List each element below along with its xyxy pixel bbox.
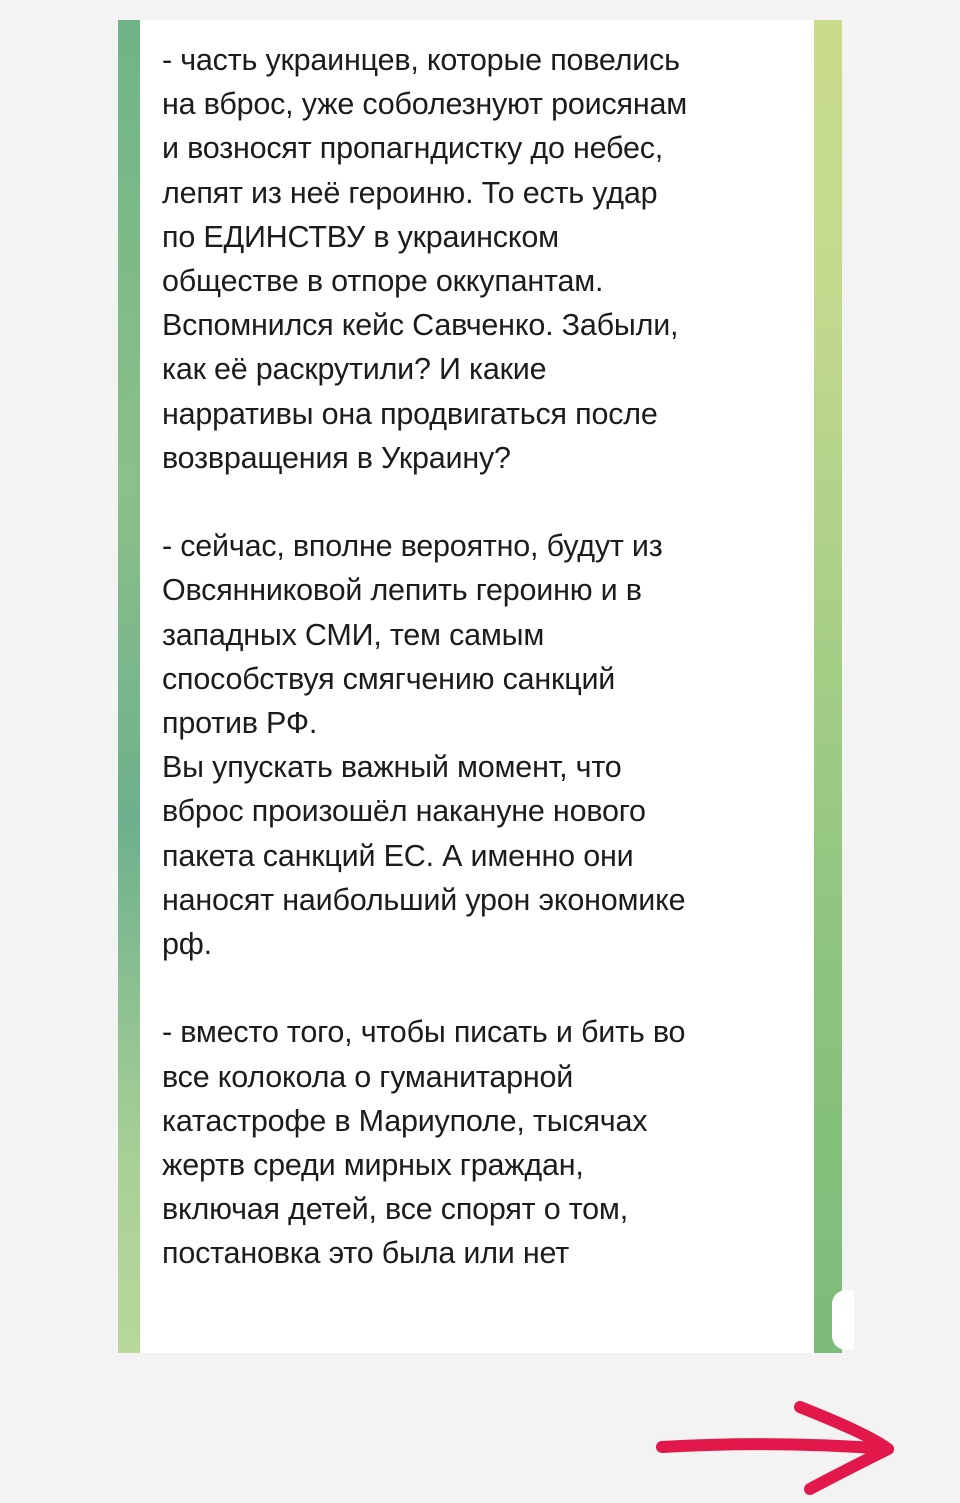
- chat-wallpaper-left: [118, 20, 140, 1353]
- text-line: нарративы она продвигаться после: [162, 396, 658, 431]
- text-line: жертв среди мирных граждан,: [162, 1148, 584, 1183]
- text-line: Овсянниковой лепить героиню и в: [162, 573, 642, 608]
- text-line: возвращения в Украину?: [162, 440, 511, 475]
- text-line: пакета санкций ЕС. А именно они: [162, 838, 634, 873]
- text-line: - вместо того, чтобы писать и бить во: [162, 1015, 686, 1050]
- paragraph-gap: [162, 480, 802, 524]
- text-line: на вброс, уже соболезнуют роисянам: [162, 87, 687, 122]
- text-line: - часть украинцев, которые повелись: [162, 43, 680, 77]
- reaction-knob: [832, 1290, 854, 1350]
- text-line: по ЕДИНСТВУ в украинском: [162, 219, 559, 254]
- message-text: [162, 38, 802, 1276]
- arrow-right-icon[interactable]: [650, 1385, 910, 1495]
- text-line: обществе в отпоре оккупантам.: [162, 264, 604, 299]
- paragraph-gap: [162, 966, 802, 1010]
- text-line: и возносят пропагндистку до небес,: [162, 131, 664, 166]
- text-line: против РФ.: [162, 706, 318, 741]
- text-line: вброс произошёл накануне нового: [162, 794, 646, 829]
- text-line: западных СМИ, тем самым: [162, 617, 545, 652]
- text-line: рф.: [162, 927, 212, 962]
- text-line: лепят из неё героиню. То есть удар: [162, 175, 658, 210]
- text-line: включая детей, все спорят о том,: [162, 1192, 628, 1227]
- text-line: катастрофе в Мариуполе, тысячах: [162, 1103, 648, 1138]
- text-line: - сейчас, вполне вероятно, будут из: [162, 529, 663, 564]
- text-line: как её раскрутили? И какие: [162, 352, 547, 387]
- text-line: постановка это была или нет: [162, 1236, 570, 1271]
- arrow-shaft: [662, 1444, 888, 1449]
- text-line: Вспомнился кейс Савченко. Забыли,: [162, 308, 679, 343]
- chat-wallpaper-right: [814, 20, 842, 1353]
- text-line: наносят наибольший урон экономике: [162, 882, 686, 917]
- text-line: все колокола о гуманитарной: [162, 1059, 574, 1094]
- text-line: способствуя смягчению санкций: [162, 661, 616, 696]
- text-line: Вы упускать важный момент, что: [162, 750, 622, 785]
